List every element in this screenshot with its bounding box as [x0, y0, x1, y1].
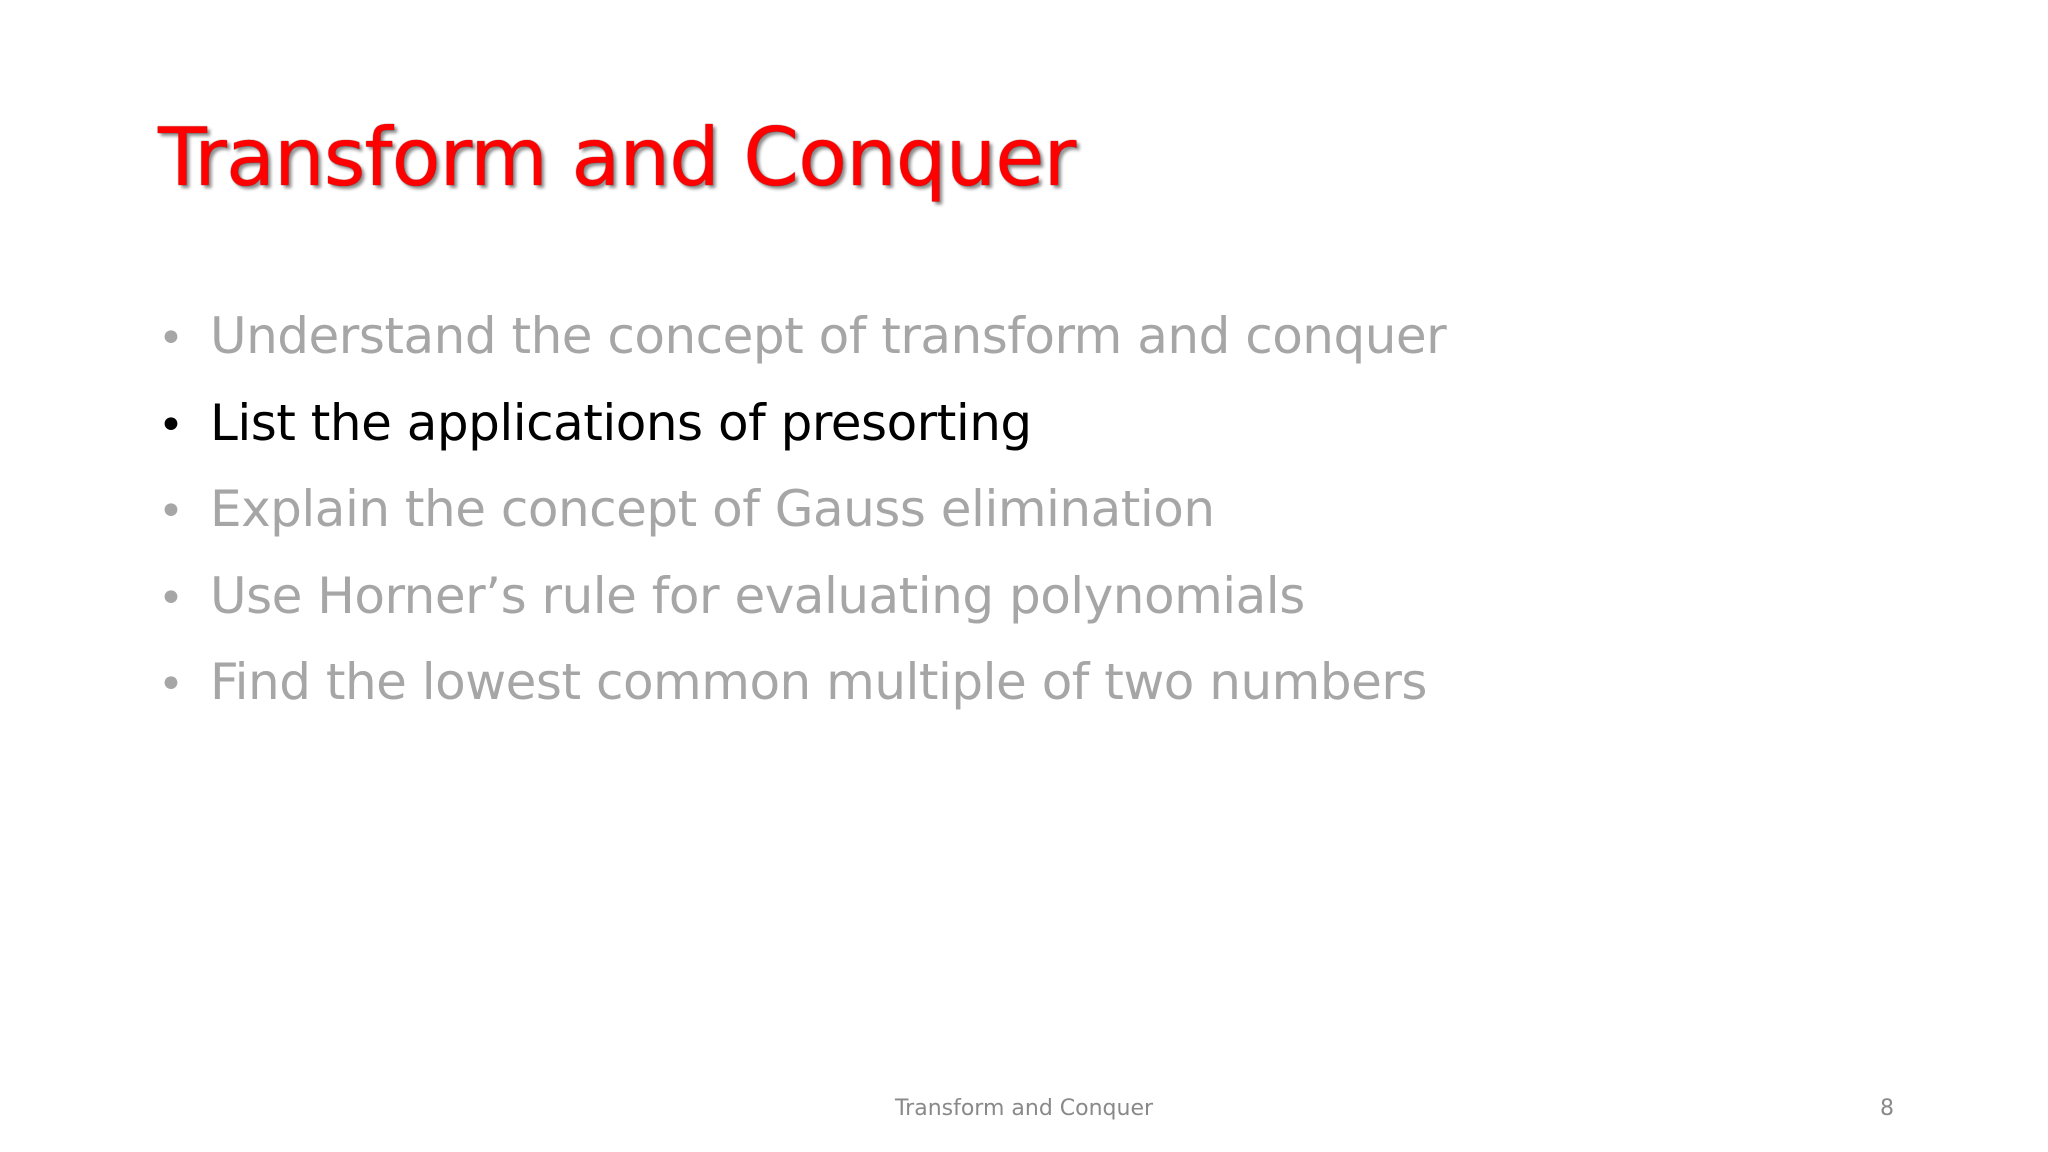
bullet-dot-icon: •: [158, 313, 184, 364]
slide-title: Transform and Conquer: [158, 111, 1076, 204]
bullet-dot-icon: •: [158, 659, 184, 710]
bullet-item: [158, 480, 1446, 571]
bullet-text: Explain the concept of Gauss elimination: [210, 480, 1215, 538]
slide-footer: Transform and Conquer: [894, 1096, 1154, 1121]
page-number: 8: [1880, 1096, 1894, 1121]
bullet-item: [158, 653, 1446, 744]
bullet-dot-icon: •: [158, 399, 184, 451]
bullet-text: Use Horner’s rule for evaluating polynomials: [210, 566, 1305, 625]
bullet-item: [158, 566, 1446, 658]
bullet-text: Understand the concept of transform and conquer: [210, 307, 1447, 365]
bullet-item: [158, 307, 1447, 398]
bullet-list: [158, 307, 1447, 744]
bullet-text: List the applications of presorting: [210, 393, 1032, 452]
bullet-text: Find the lowest common multiple of two numbers: [210, 653, 1427, 711]
bullet-dot-icon: •: [158, 486, 184, 537]
bullet-item-highlighted: [158, 393, 1446, 485]
bullet-dot-icon: •: [158, 572, 184, 624]
